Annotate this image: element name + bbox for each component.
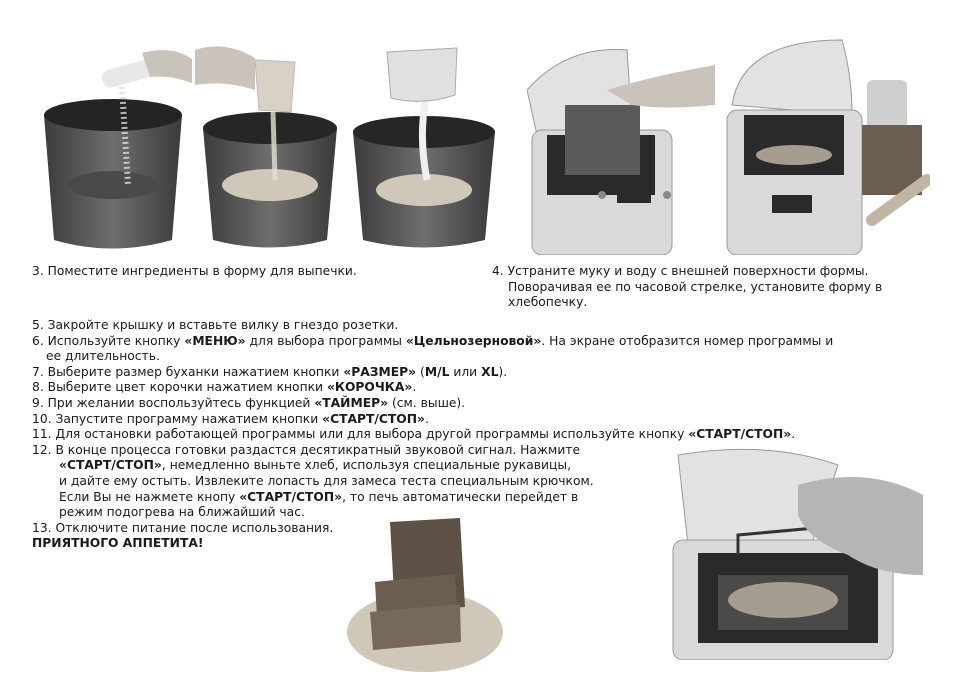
- step-9: 9. При желании воспользуйтесь функцией «ТАЙМЕР» (см. выше).: [32, 395, 466, 410]
- step-12-line-2: «СТАРТ/СТОП», немедленно выньте хлеб, используя специальные рукавицы,: [59, 458, 571, 473]
- step-5: 5. Закройте крышку и вставьте вилку в гнездо розетки.: [32, 318, 399, 332]
- step-12-line-3: и дайте ему остыть. Извлеките лопасть для замеса теста специальным крючком.: [59, 473, 594, 488]
- step-10: 10. Запустите программу нажатием кнопки «СТАРТ/СТОП».: [32, 411, 429, 426]
- caption-step-3: 3. Поместите ингредиенты в форму для выпечки.: [32, 264, 357, 278]
- step-11: 11. Для остановки работающей программы или для выбора другой программы используйте кнопку «СТАРТ/СТОП».: [32, 427, 796, 442]
- photo-flour-into-pan: [195, 40, 345, 255]
- caption-step-4-line-1: 4. Устраните муку и воду с внешней поверхности формы.: [492, 264, 869, 278]
- photo-water-into-pan: [347, 40, 502, 255]
- step-7: 7. Выберите размер буханки нажатием кнопки «РАЗМЕР» (M/L или XL).: [32, 364, 508, 379]
- photo-spoon-into-pan: [32, 35, 192, 255]
- step-12-line-4: Если Вы не нажмете кнопу «СТАРТ/СТОП», то печь автоматически перейдет в: [59, 489, 579, 504]
- step-12-line-5: режим подогрева на ближайший час.: [59, 505, 305, 520]
- step-8: 8. Выберите цвет корочки нажатием кнопки «КОРОЧКА».: [32, 380, 417, 395]
- caption-step-4: [492, 264, 882, 311]
- photo-bread-loaf: [345, 512, 505, 672]
- caption-step-4-line-2: Поворачивая ее по часовой стрелке, установите форму в: [508, 279, 883, 294]
- step-12-line-1: 12. В конце процесса готовки раздастся десятикратный звуковой сигнал. Нажмите: [32, 442, 581, 457]
- photo-hand-places-pan: [527, 35, 715, 255]
- caption-step-4-line-3: хлебопечку.: [508, 295, 588, 310]
- step-13: 13. Отключите питание после использования.: [32, 520, 334, 535]
- closing-text: ПРИЯТНОГО АППЕТИТА!: [32, 536, 204, 551]
- photo-removing-bread-with-mitt: [648, 445, 923, 660]
- step-6: 6. Используйте кнопку «МЕНЮ» для выбора программы «Цельнозерновой». На экране отобразится номер программы и: [32, 333, 834, 348]
- photo-open-bread-maker: [722, 35, 930, 255]
- step-6-continued: ее длительность.: [46, 349, 160, 364]
